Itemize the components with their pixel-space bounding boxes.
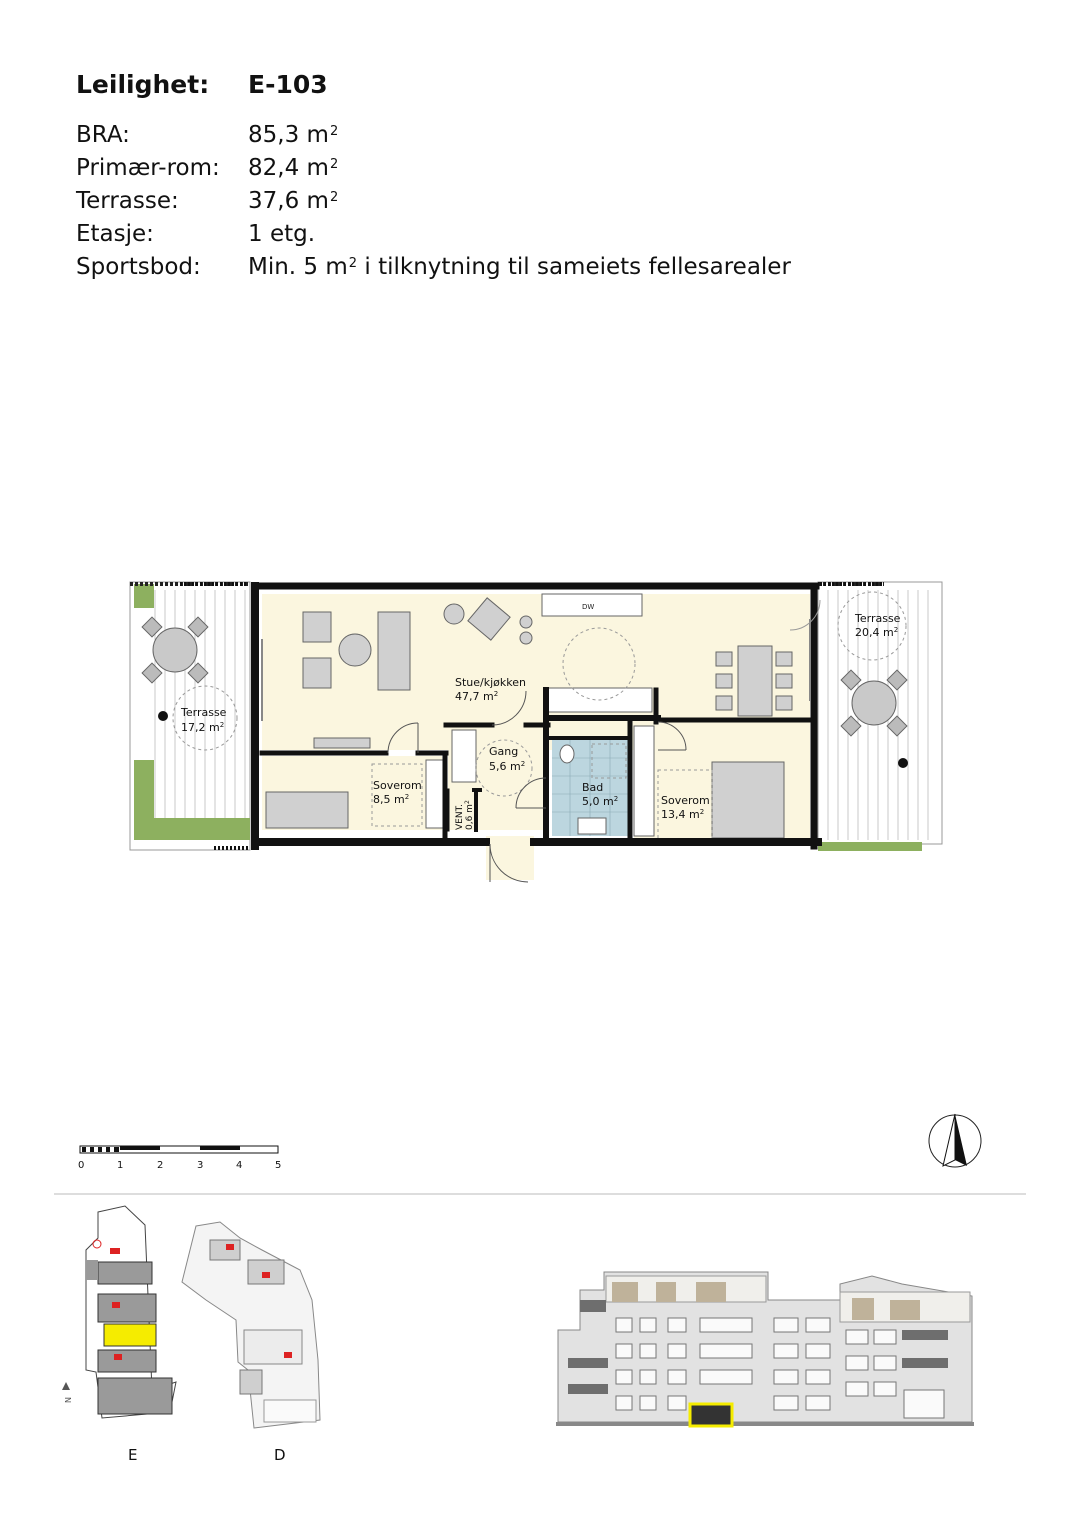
key-plan-e: [62, 1206, 176, 1418]
dishwasher-label: DW: [582, 603, 595, 611]
room-area: 20,4 $m^2$: [855, 626, 899, 639]
info-value: 1 etg.: [248, 221, 316, 247]
info-value: 37,6 $m^2$: [248, 188, 339, 214]
info-label: Terrasse:: [76, 188, 179, 214]
unit-id: E-103: [248, 70, 328, 99]
scale-tick: 2: [157, 1160, 164, 1171]
scale-tick: 3: [197, 1160, 204, 1171]
room-area: 8,5 $m^2$: [373, 793, 410, 806]
room-area: 5,0 $m^2$: [582, 795, 619, 808]
compass-icon: [929, 1114, 981, 1167]
info-value: Min. 5 $m^2$ i tilknytning til sameiets fellesarealer: [248, 254, 791, 280]
room-name: Stue/kjøkken: [455, 676, 526, 689]
scale-tick: 5: [275, 1160, 282, 1171]
info-label: BRA:: [76, 122, 130, 148]
info-label: Etasje:: [76, 221, 154, 247]
info-label: Sportsbod:: [76, 254, 201, 280]
room-area: 47,7 $m^2$: [455, 690, 499, 703]
room-name: Terrasse: [181, 706, 227, 719]
info-label: Primær-rom:: [76, 155, 220, 181]
scale-tick: 0: [78, 1160, 85, 1171]
room-area: 13,4 $m^2$: [661, 808, 705, 821]
key-plan-d-label: D: [274, 1446, 286, 1464]
unit-highlight: [690, 1404, 732, 1426]
elevation-drawing: [556, 1272, 974, 1426]
room-name: Soverom: [661, 794, 710, 807]
scale-bar: [78, 1146, 281, 1171]
scale-tick: 4: [236, 1160, 243, 1171]
info-value: 82,4 $m^2$: [248, 155, 339, 181]
scale-tick: 1: [117, 1160, 124, 1171]
svg-text:N: N: [64, 1397, 73, 1403]
room-name: Gang: [489, 745, 519, 758]
room-name: VENT.: [455, 804, 465, 830]
room-area: 17,2 $m^2$: [181, 721, 225, 734]
room-area: 0,6 $m^2$: [464, 800, 475, 830]
room-area: 5,6 $m^2$: [489, 760, 526, 773]
unit-label: Leilighet:: [76, 70, 210, 99]
key-plan-d: [182, 1222, 320, 1428]
room-name: Terrasse: [855, 612, 901, 625]
room-name: Soverom: [373, 779, 422, 792]
key-plan-e-label: E: [128, 1446, 138, 1464]
info-value: 85,3 $m^2$: [248, 122, 339, 148]
room-name: Bad: [582, 781, 604, 794]
